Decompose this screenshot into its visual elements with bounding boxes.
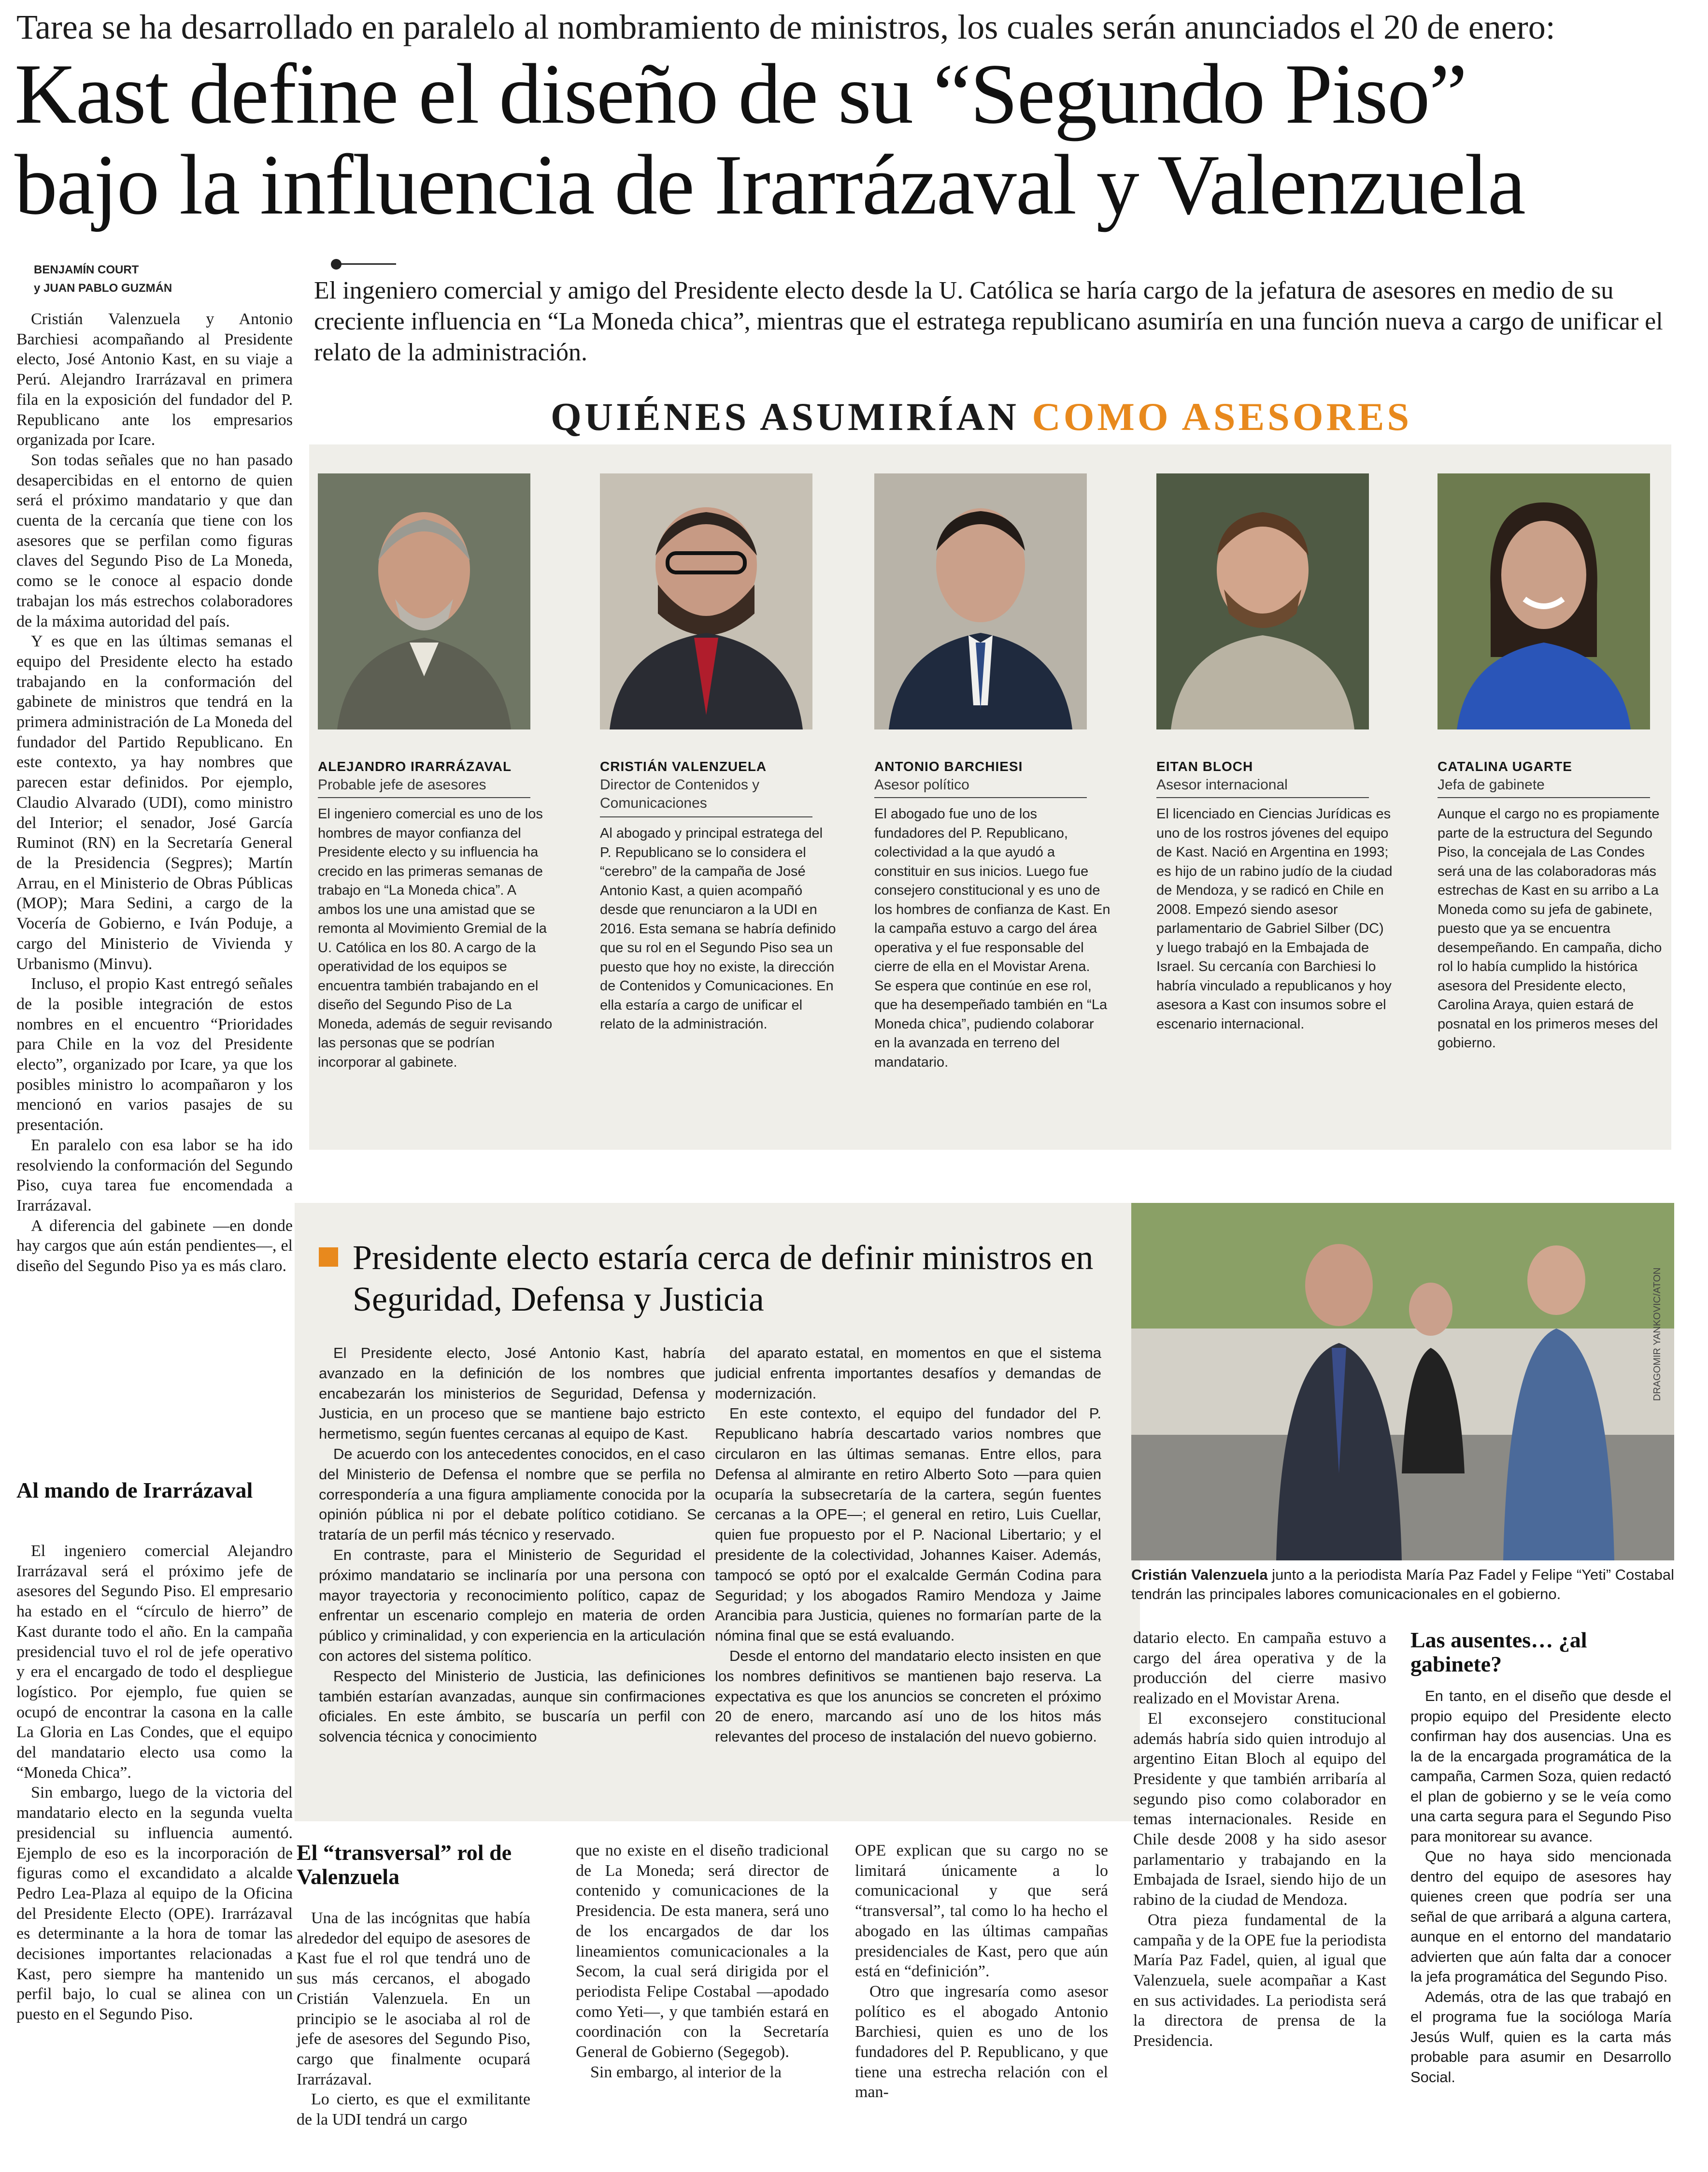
photo-credit: DRAGOMIR YANKOVIC/ATON xyxy=(1652,1267,1663,1401)
photo-icon xyxy=(1131,1203,1674,1560)
advisor-name: EITAN BLOCH xyxy=(1156,759,1253,774)
advisor-card xyxy=(1148,459,1399,1140)
advisor-bio: El ingeniero comercial es uno de los hombres de mayor confianza del Presidente electo y su influencia ha crecido en las primeras semanas de trabajo en “La Moneda chica”. A ambos los une una amistad que se remonta al Movimiento Gremial de la U. Católica en los 80. A cargo de la operatividad de los equipos se encuentra también trabajando en el diseño del Segundo Piso de La Moneda, además de seguir revisando las personas que se podrían incorporar al gabinete. xyxy=(318,806,553,1070)
advisor-card xyxy=(309,459,560,1140)
portrait-icon xyxy=(318,473,530,729)
body-paragraph: A diferencia del gabinete —en donde hay cargos que aún están pendientes—, el diseño del Segundo Piso ya es más claro. xyxy=(16,1216,293,1275)
body-paragraph: Sin embargo, al interior de la xyxy=(590,2063,782,2081)
advisor-photo xyxy=(1438,473,1650,729)
body-paragraph: En tanto, en el diseño que desde el propio equipo del Presidente electo confirman hay dos ausencias. Una es la de la encargada programática de la campaña, Carmen Soza, quien redactó el plan de gobierno y se le veía como una carta segura para el Segundo Piso para monitorear su avance. xyxy=(1410,1687,1671,1845)
advisor-name: CATALINA UGARTE xyxy=(1438,759,1572,774)
box-paragraph: Respecto del Ministerio de Justicia, las definiciones también estarían avanzadas, aunque sin confirmaciones oficiales. En este ámbito, se buscaría un perfil con solvencia técnica y conocimiento xyxy=(319,1667,705,1745)
byline-line-2: y JUAN PABLO GUZMÁN xyxy=(34,282,172,295)
advisor-divider xyxy=(318,797,530,798)
advisor-role: Asesor internacional xyxy=(1156,777,1288,793)
advisor-name: ANTONIO BARCHIESI xyxy=(874,759,1023,774)
advisor-card xyxy=(591,459,842,1140)
body-paragraph: Una de las incógnitas que había alrededor del equipo de asesores de Kast fue el rol que tendrá uno de sus más cercanos, el abogado Cristián Valenzuela. En un principio se le asociaba al rol de jefe de asesores del Segundo Piso, cargo que finalmente ocupará Irarrázaval. xyxy=(297,1909,530,2088)
box-paragraph: En contraste, para el Ministerio de Seguridad el próximo mandatario se inclinaría por una persona con mayor trayectoria y reconocimiento político, capaz de enfrentar un escenario complejo en materia de orden público y criminalidad, y con experiencia en la articulación con actores del sistema político. xyxy=(319,1546,705,1664)
section2-column-e xyxy=(1410,1686,1671,2087)
caption-name: Cristián Valenzuela xyxy=(1131,1566,1268,1583)
lead-paragraph: El ingeniero comercial y amigo del Presidente electo desde la U. Católica se haría cargo de la jefatura de asesores en medio de su creciente influencia en “La Moneda chica”, mientras que el estratega republicano asumiría en una función nueva a cargo de unificar el relato de la administración. xyxy=(314,277,1663,366)
advisor-photo xyxy=(874,473,1087,729)
body-paragraph: OPE explican que su cargo no se limitará únicamente a lo comunicacional y que será “transversal”, tal como lo ha hecho el abogado en las últimas campañas presidenciales de Kast, pero que aún está en “definición”. xyxy=(855,1842,1108,1981)
headline-line-2: bajo la influencia de Irarrázaval y Valenzuela xyxy=(14,137,1525,232)
section2-column-c xyxy=(855,1841,1108,2102)
byline xyxy=(34,261,172,298)
portrait-icon xyxy=(874,473,1087,729)
body-paragraph: Incluso, el propio Kast entregó señales de la posible integración de estos nombres en el encuentro “Prioridades para Chile en la voz del Presidente electo”, organizado por Icare, ya que los posibles ministro lo acompañaron y los mencionó en varios pasajes de su presentación. xyxy=(16,975,293,1134)
portrait-icon xyxy=(600,473,812,729)
body-paragraph: Que no haya sido mencionada dentro del equipo de asesores hay quienes creen que podría ser una señal de que arribará a alguna cartera, aunque en el entorno del mandatario advierten que aún falta dar a conocer la jefa programática del Segundo Piso. xyxy=(1410,1848,1671,1985)
body-paragraph: Son todas señales que no han pasado desapercibidas en el entorno de quien será el próximo mandatario y que dan cuenta de la cercanía que tiene con los asesores que se perfilan como figuras claves del Segundo Piso de La Moneda, como se le conoce al espacio donde trabajan los más estrechos colaboradores de la máxima autoridad del país. xyxy=(16,451,293,630)
panel-title-part-1: QUIÉNES ASUMIRÍAN xyxy=(551,395,1032,439)
advisor-bio: El abogado fue uno de los fundadores del P. Republicano, colectividad a la que ayudó a constituir en sus inicios. Luego fue consejero constitucional y es uno de los hombres de confianza de Kast. En la campaña estuvo a cargo del área operativa y el fue responsable del cierre de ella en el Movistar Arena. Se espera que continúe en ese rol, que ha desempeñado también en “La Moneda chica”, pudiendo colaborar en la avanzada en terreno del mandatario. xyxy=(874,806,1110,1070)
advisor-role: Jefa de gabinete xyxy=(1438,777,1545,793)
advisor-card xyxy=(1429,459,1680,1140)
box-paragraph: Desde el entorno del mandatario electo insisten en que los nombres definitivos se mantienen bajo reserva. La expectativa es que los anuncios se concreten el próximo 20 de enero, marcando así uno de los hitos más relevantes del proceso de instalación del nuevo gobierno. xyxy=(715,1647,1101,1745)
group-photo xyxy=(1131,1203,1674,1560)
portrait-icon xyxy=(1438,473,1650,729)
subhead-valenzuela: El “transversal” rol de Valenzuela xyxy=(297,1840,512,1889)
advisor-name: ALEJANDRO IRARRÁZAVAL xyxy=(318,759,512,774)
body-paragraph: Cristián Valenzuela y Antonio Barchiesi acompañando al Presidente electo, José Antonio Kast, en su viaje a Perú. Alejandro Irarrázaval en primera fila en la exposición del fundador del P. Republicano ante los empresarios organizada por Icare. xyxy=(16,310,293,449)
advisor-card xyxy=(866,459,1117,1140)
advisor-divider xyxy=(1156,797,1369,798)
section2-column-b xyxy=(576,1841,829,2082)
advisor-divider xyxy=(874,797,1087,798)
body-paragraph: El exconsejero constitucional además habría sido quien introdujo al argentino Eitan Bloch al equipo del Presidente y que también arribaría al segundo piso como colaborador en temas internacionales. Reside en Chile desde 2008 y ha sido asesor parlamentario y trabajando en la Embajada de Israel, siendo hijo de un rabino de la ciudad de Mendoza. xyxy=(1133,1709,1386,1909)
body-paragraph: Además, otra de las que trabajó en el programa fue la socióloga María Jesús Wulf, quien es la carta más probable para asumir en Desarrollo Social. xyxy=(1410,1988,1671,2086)
left-column xyxy=(16,309,293,1276)
ministers-box xyxy=(295,1203,1140,1821)
headline-line-1: Kast define el diseño de su “Segundo Piso” xyxy=(14,46,1466,142)
headline xyxy=(14,48,1695,230)
advisor-divider xyxy=(600,816,812,817)
advisor-bio: El licenciado en Ciencias Jurídicas es uno de los rostros jóvenes del equipo de Kast. Nació en Argentina en 1993; es hijo de un rabino judío de la ciudad de Mendoza, y se radicó en Chile en 2008. Empezó siendo asesor parlamentario de Gabriel Silber (DC) y luego trabajó en la Embajada de Israel. Su cercanía con Barchiesi lo habría vinculado a republicanos y hoy asesora a Kast con insumos sobre el escenario internacional. xyxy=(1156,806,1393,1032)
advisor-bio: Al abogado y principal estratega del P. Republicano se lo considera el “cerebro” de la campaña de José Antonio Kast, a quien acompañó desde que renunciaron a la UDI en 2016. Esta semana se habría definido que su rol en el Segundo Piso sea un puesto que hoy no existe, la dirección de Contenidos y Comunicaciones. En ella estaría a cargo de unificar el relato de la administración. xyxy=(600,826,836,1032)
body-paragraph: El ingeniero comercial Alejandro Irarrázaval será el próximo jefe de asesores del Segundo Piso. El empresario ha estado en el “círculo de hierro” de Kast durante todo el año. En la campaña presidencial tuvo el rol de jefe operativo y era el encargado de todo el despliegue logístico. Por ejemplo, fue quien se ocupó de encontrar la casona en la calle La Gloria en Las Condes, que el equipo del mandatario electo usa como la “Moneda Chica”. xyxy=(16,1542,293,1782)
box-paragraph: En este contexto, el equipo del fundador del P. Republicano habría descartado varios nombres que circularon en las últimas semanas. Entre ellos, para Defensa al almirante en retiro Alberto Soto —para quien ocuparía la subsecretaría de la cartera, según fuentes cercanas a la OPE—; el general en retiro, Luis Cuellar, quien fue propuesto por el P. Nacional Libertario; y el presidente de la colectividad, Johannes Kaiser. Además, tampocó se optó por el exalcalde Germán Codina para Seguridad; y los abogados Ramiro Mendoza y Jaime Arancibia para Justicia, quienes no formarían parte de la nómina final que se está evaluando. xyxy=(715,1405,1101,1644)
advisor-divider xyxy=(1438,797,1650,798)
caption-text: junto a la periodista María Paz Fadel y Felipe “Yeti” Costabal tendrán las principales labores comunicacionales en el gobierno. xyxy=(1131,1566,1675,1602)
body-paragraph: Sin embargo, luego de la victoria del mandatario electo en la segunda vuelta presidencial su influencia aumentó. Ejemplo de eso es la incorporación de figuras como el excandidato a alcalde Pedro Lea-Plaza al equipo de la Oficina del Presidente Electo (OPE). Irarrázaval es determinante a la hora de tomar las decisiones importantes relacionadas a Kast, pero siempre ha mantenido un perfil bajo, lo cual se alinea con un puesto en el Segundo Piso. xyxy=(16,1784,293,2024)
lead-rule xyxy=(333,263,396,265)
left-column-lower xyxy=(16,1541,293,2025)
box-paragraph: del aparato estatal, en momentos en que el sistema judicial enfrenta importantes desafíos y demandas de modernización. xyxy=(715,1344,1101,1402)
box-headline: Presidente electo estaría cerca de definir ministros en Seguridad, Defensa y Justicia xyxy=(353,1238,1094,1318)
photo-caption xyxy=(1131,1565,1677,1604)
advisor-role: Director de Contenidos y Comunicaciones xyxy=(600,777,760,811)
section2-column-a xyxy=(297,1908,530,2130)
advisor-role: Asesor político xyxy=(874,777,969,793)
advisor-name: CRISTIÁN VALENZUELA xyxy=(600,759,767,774)
panel-title-part-2: COMO ASESORES xyxy=(1032,395,1412,439)
square-bullet-icon xyxy=(319,1247,338,1267)
byline-line-1: BENJAMÍN COURT xyxy=(34,263,139,276)
advisor-photo xyxy=(600,473,812,729)
body-paragraph: En paralelo con esa labor se ha ido resolviendo la conformación del Segundo Piso, cuya tarea fue encomendada a Irarrázaval. xyxy=(16,1136,293,1215)
box-paragraph: El Presidente electo, José Antonio Kast, habría avanzado en la definición de los nombres que encabezarán los ministerios de Seguridad, Defensa y Justicia, en un proceso que se mantiene bajo estricto hermetismo, según fuentes cercanas al equipo de Kast. xyxy=(319,1344,705,1443)
subhead-irarrazaval: Al mando de Irarrázaval xyxy=(16,1478,253,1502)
advisors-panel xyxy=(309,444,1671,1150)
portrait-icon xyxy=(1156,473,1369,729)
kicker: Tarea se ha desarrollado en paralelo al nombramiento de ministros, los cuales serán anunciados el 20 de enero: xyxy=(16,8,1555,46)
body-paragraph: datario electo. En campaña estuvo a cargo del área operativa y de la producción del cierre masivo realizado en el Movistar Arena. xyxy=(1133,1629,1386,1708)
body-paragraph: Lo cierto, es que el exmilitante de la UDI tendrá un cargo xyxy=(297,2090,530,2129)
box-column-1 xyxy=(319,1343,705,1747)
advisor-photo xyxy=(318,473,530,729)
body-paragraph: Otro que ingresaría como asesor político es el abogado Antonio Barchiesi, quien es uno de los fundadores del P. Republicano, y que tiene una estrecha relación con el man- xyxy=(855,1982,1108,2101)
body-paragraph: Y es que en las últimas semanas el equipo del Presidente electo ha estado trabajando en la conformación del gabinete de ministros que tendrá en la primera administración de La Moneda del fundador del Partido Republicano. En este contexto, ya hay nombres que parecen estar definidos. Por ejemplo, Claudio Alvarado (UDI), como ministro del Interior; el senador, José García Ruminot (RN) en la Secretaría General de la Presidencia (Segpres); Martín Arrau, en el Ministerio de Obras Públicas (MOP); Mara Sedini, a cargo de la Vocería de Gobierno, e Iván Poduje, a cargo del Ministerio de Vivienda y Urbanismo (Minvu). xyxy=(16,632,293,973)
advisor-bio: Aunque el cargo no es propiamente parte de la estructura del Segundo Piso, la concejala de Las Condes será una de las colaboradoras más estrechas de Kast en su arribo a La Moneda como su jefa de gabinete, puesto que ya se encuentra desempeñando. En campaña, dicho rol lo había cumplido la histórica asesora del Presidente electo, Carolina Araya, quien estará de posnatal en los primeros meses del gobierno. xyxy=(1438,806,1662,1051)
subhead-ausentes: Las ausentes… ¿al gabinete? xyxy=(1410,1628,1587,1676)
advisor-photo xyxy=(1156,473,1369,729)
panel-title xyxy=(551,394,1517,440)
box-column-2 xyxy=(715,1343,1101,1747)
section2-column-d xyxy=(1133,1628,1386,2051)
body-paragraph: Otra pieza fundamental de la campaña y de la OPE fue la periodista María Paz Fadel, quien, al igual que Valenzuela, suele acompañar a Kast en sus actividades. La periodista será la directora de prensa de la Presidencia. xyxy=(1133,1911,1386,2050)
body-paragraph: que no existe en el diseño tradicional de La Moneda; será director de contenido y comunicaciones de la Presidencia. De esta manera, será uno de los encargados de dar los lineamientos comunicacionales a la Secom, la cual será dirigida por el periodista Felipe Costabal —apodado como Yeti—, y que también estará en coordinación con la Secretaría General de Gobierno (Segegob). xyxy=(576,1842,829,2061)
box-paragraph: De acuerdo con los antecedentes conocidos, en el caso del Ministerio de Defensa el nombre que se perfila no correspondería a una figura ampliamente conocida por la opinión pública ni por el debate político cotidiano. Se trataría de un perfil más técnico y reservado. xyxy=(319,1445,705,1543)
advisor-role: Probable jefe de asesores xyxy=(318,777,486,793)
